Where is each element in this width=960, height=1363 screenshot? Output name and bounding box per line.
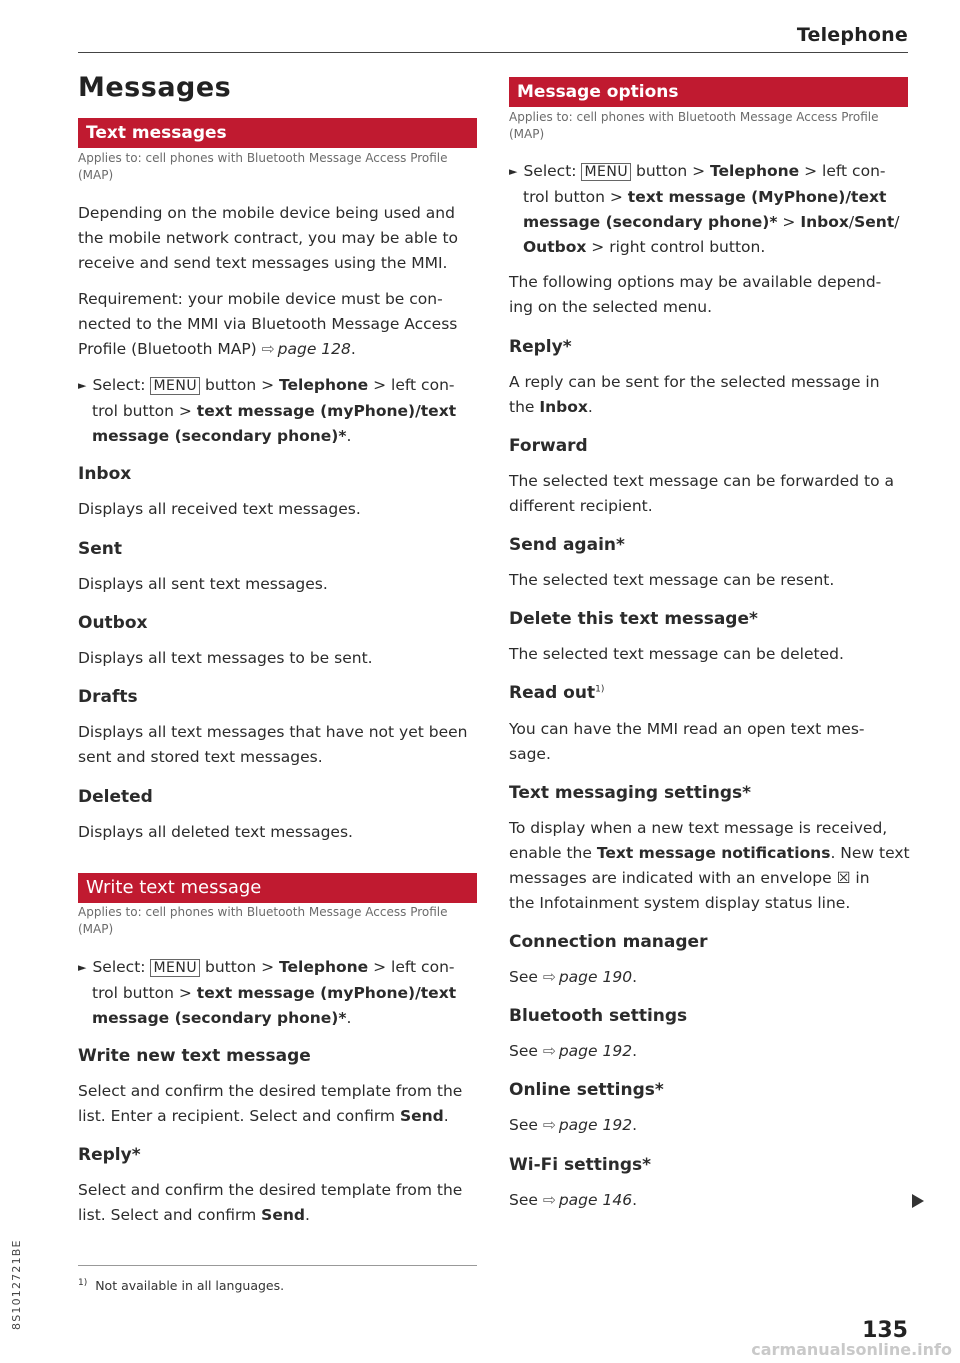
arrow-right-icon: ⇨	[542, 1191, 556, 1209]
envelope-icon: ☒	[836, 869, 851, 887]
applies-note: Applies to: cell phones with Bluetooth Message Access Profile (MAP)	[78, 151, 448, 182]
page-reference-link[interactable]: ⇨ page 146	[542, 1191, 633, 1209]
requirement-paragraph: Requirement: your mobile device must be con- nected to the MMI via Bluetooth Message Access Profile (Bluetooth MAP) ⇨ page 128.	[78, 290, 458, 358]
write-new-title: Write new text message	[78, 1046, 311, 1066]
section-title: Write text message	[86, 877, 262, 898]
option-title-connection-manager: Connection manager	[509, 932, 708, 952]
item-title-deleted: Deleted	[78, 787, 153, 807]
options-intro: The following options may be available depend- ing on the selected menu.	[509, 273, 882, 316]
continue-arrow-icon	[912, 1194, 924, 1208]
select-step: ► Select: MENU button > Telephone > left con- trol button > text message (myPhone)/text message (secondary phone)*.	[78, 958, 457, 1027]
option-desc-settings: To display when a new text message is received, enable the Text message notifications. New text messages are indicated with an envelope ☒ in the Infotainment system display status line.	[509, 819, 910, 912]
see-connection-manager: See ⇨ page 190.	[509, 968, 638, 986]
option-title-bluetooth: Bluetooth settings	[509, 1006, 688, 1026]
footnote: $^{1)}$ Not available in all languages.	[78, 1278, 285, 1294]
menu-button-label: MENU	[150, 959, 200, 977]
option-title-online: Online settings*	[509, 1080, 664, 1100]
select-step: ► Select: MENU button > Telephone > left con- trol button > text message (myPhone)/text message (secondary phone)*.	[78, 376, 457, 445]
write-new-desc: Select and confirm the desired template from the list. Enter a recipient. Select and confirm Send.	[78, 1082, 463, 1125]
option-desc-forward: The selected text message can be forwarded to a different recipient.	[509, 472, 895, 515]
item-title-drafts: Drafts	[78, 687, 138, 707]
item-desc-drafts: Displays all text messages that have not yet been sent and stored text messages.	[78, 723, 468, 766]
see-bluetooth: See ⇨ page 192.	[509, 1042, 638, 1060]
arrow-right-icon: ⇨	[261, 340, 275, 358]
section-header-title: Telephone	[796, 24, 908, 46]
reply-title: Reply*	[78, 1145, 141, 1165]
step-triangle-icon: ►	[78, 379, 87, 392]
item-desc-inbox: Displays all received text messages.	[78, 500, 361, 518]
section-title: Message options	[517, 82, 679, 102]
applies-note: Applies to: cell phones with Bluetooth Message Access Profile (MAP)	[78, 905, 448, 936]
page-reference-link[interactable]: ⇨ page 192	[542, 1042, 633, 1060]
document-code: 8S1012721BE	[10, 1239, 23, 1330]
item-title-outbox: Outbox	[78, 613, 148, 633]
see-online: See ⇨ page 192.	[509, 1116, 638, 1134]
arrow-right-icon: ⇨	[542, 968, 556, 986]
arrow-right-icon: ⇨	[542, 1042, 556, 1060]
reply-desc: Select and confirm the desired template from the list. Select and confirm Send.	[78, 1181, 463, 1224]
option-title-delete: Delete this text message*	[509, 609, 758, 629]
applies-note: Applies to: cell phones with Bluetooth Message Access Profile (MAP)	[509, 110, 879, 141]
option-desc-delete: The selected text message can be deleted.	[509, 645, 844, 663]
option-desc-read-out: You can have the MMI read an open text mes- sage.	[509, 720, 865, 763]
step-triangle-icon: ►	[78, 961, 87, 974]
select-step: ► Select: MENU button > Telephone > left con- trol button > text message (MyPhone)/text message (secondary phone)* > Inbox/Sent/ Outbox > right control button.	[509, 162, 900, 256]
footnote-rule	[78, 1265, 477, 1266]
option-title-settings: Text messaging settings*	[509, 783, 752, 803]
option-title-forward: Forward	[509, 436, 588, 456]
step-triangle-icon: ►	[509, 165, 518, 178]
menu-button-label: MENU	[581, 163, 631, 181]
option-desc-send-again: The selected text message can be resent.	[509, 571, 835, 589]
page-heading: Messages	[78, 72, 232, 103]
item-title-sent: Sent	[78, 539, 123, 559]
page-reference-link[interactable]: ⇨ page 190	[542, 968, 633, 986]
option-title-reply: Reply*	[509, 337, 572, 357]
option-title-wifi: Wi-Fi settings*	[509, 1155, 652, 1175]
section-title: Text messages	[86, 123, 227, 143]
section-bar-text-messages	[78, 118, 477, 148]
option-desc-reply: A reply can be sent for the selected message in the Inbox.	[509, 373, 880, 416]
page-number: 135	[862, 1318, 908, 1343]
section-bar-message-options	[509, 77, 908, 107]
option-title-read-out: Read out$^{1)}$	[509, 683, 605, 703]
menu-button-label: MENU	[150, 377, 200, 395]
intro-paragraph: Depending on the mobile device being used and the mobile network contract, you may be able to receive and send text messages using the MMI.	[78, 204, 459, 272]
watermark: carmanualsonline.info	[751, 1340, 952, 1359]
item-desc-outbox: Displays all text messages to be sent.	[78, 649, 373, 667]
see-wifi: See ⇨ page 146.	[509, 1191, 638, 1209]
arrow-right-icon: ⇨	[542, 1116, 556, 1134]
item-desc-deleted: Displays all deleted text messages.	[78, 823, 353, 841]
option-title-send-again: Send again*	[509, 535, 625, 555]
section-bar-write-message	[78, 873, 477, 903]
item-title-inbox: Inbox	[78, 464, 132, 484]
page-reference-link[interactable]: ⇨ page 192	[542, 1116, 633, 1134]
header-rule	[78, 52, 908, 53]
item-desc-sent: Displays all sent text messages.	[78, 575, 328, 593]
page-reference-link[interactable]: ⇨ page 128	[261, 340, 351, 358]
